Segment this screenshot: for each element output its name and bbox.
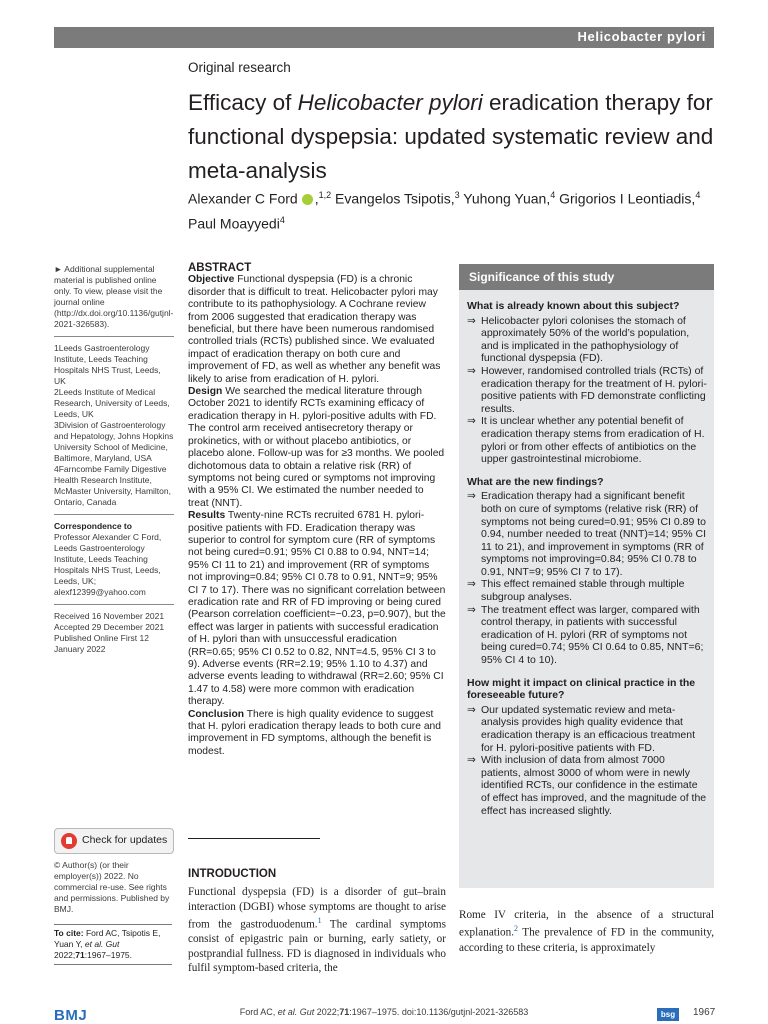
intro-text: The cardinal symptoms consist of epigastric pain or burning, early satiety, or postprandial fullness. FD is diagnosed in individuals who fulfil symptom-based criteria, the <box>188 918 446 975</box>
bsg-logo: bsg <box>657 1008 679 1021</box>
section-text: Twenty-nine RCTs recruited 6781 H. pylori-positive patients with FD. Eradication therapy was superior to control for symptom cure (RR of symptoms not being cured=0.91; 95% CI 0.88 to 0.94, NNT=14; 95% CI 11 to 21) and improvement (RR of symptoms not improving=0.84; 95% CI 0.78 to 0.91, NNT=9; 95% CI 7 to 17). There was no significant correlation between eradication rate and RR of FD improving or being cured (Pearson correlation coefficient=−0.23, p=0.907), but the effect was larger in patients with successful eradication of H. pylori than with unsuccessful eradication (RR=0.65; 95% CI 0.52 to 0.82, NNT=4.5, 95% CI 3 to 9). Adverse events (RR=2.19; 95% 1.10 to 4.37) and adverse events leading to withdrawal (RR=2.60; 95% CI 1.47 to 4.58) were more common with eradication therapy. <box>188 510 446 708</box>
arrow-icon: ⇒ <box>467 314 476 327</box>
author-list: Alexander C Ford ,$^{1,2}$ Evangelos Tsipotis,$^3$ Yuhong Yuan,$^4$ Grigorios I Leontiadis,$^4$ Paul Moayyedi$^4$ <box>188 190 701 232</box>
author-affiliation: 4 <box>550 190 556 200</box>
crossmark-icon <box>61 833 77 849</box>
affiliation-item: 2Leeds Institute of Medical Research, University of Leeds, Leeds, UK <box>54 387 170 419</box>
abstract <box>188 262 446 758</box>
footer-volume: 71 <box>339 1007 350 1017</box>
footer-text: 2022; <box>314 1007 340 1017</box>
abstract-design <box>188 386 446 510</box>
journal-section-bar <box>54 27 714 48</box>
arrow-icon: ⇒ <box>467 415 476 428</box>
significance-item: ⇒ With inclusion of data from almost 7000 patients, almost 3000 of whom were in newly identified RCTs, our confidence in the estimate of effect has improved, and the magnitude of the effect has increased slightly. <box>467 754 707 817</box>
journal-section-label: Helicobacter pylori <box>577 29 706 44</box>
article-type: Original research <box>188 60 291 75</box>
author-name[interactable]: Alexander C Ford <box>188 190 298 207</box>
author-name[interactable]: Grigorios I Leontiadis <box>559 190 692 207</box>
arrow-icon: ⇒ <box>467 603 476 616</box>
section-text: Functional dyspepsia (FD) is a chronic disorder that is difficult to treat. Helicobacter pylori may contribute to its pathophysiology. A Cochrane review from 2006 suggested that eradication therapy was beneficial, but there have been numerous randomised controlled trials (RCTs) published since. We evaluated impact of eradication therapy on both cure and improvement of FD, as well as whether any benefit was likely to arise from eradication of H. pylori. <box>188 274 441 385</box>
abstract-heading: ABSTRACT <box>188 262 252 274</box>
section-head: Design <box>188 386 223 398</box>
divider <box>54 514 174 515</box>
section-head: Objective <box>188 274 235 286</box>
author-affiliation: 4 <box>695 190 701 200</box>
significance-item: ⇒ The treatment effect was larger, compared with control therapy, in patients with successful eradication of H. pylori (RR of symptoms not being cured=0.74; 95% CI 0.64 to 0.85, NNT=6; 95% CI 4 to 10). <box>467 603 704 667</box>
page-number: 1967 <box>693 1007 716 1018</box>
correspondence-text[interactable]: Professor Alexander C Ford, Leeds Gastroenterology Institute, Leeds Teaching Hospitals NHS Trust, Leeds, Leeds, UK; alexf12399@yahoo.com <box>54 532 162 597</box>
significance-item: ⇒ Our updated systematic review and meta-analysis provides high quality evidence that eradication therapy is an efficacious treatment for H. pylori-positive patients with FD. <box>467 703 696 754</box>
significance-title: Significance of this study <box>469 270 615 284</box>
sidebar <box>54 264 174 655</box>
author-affiliation: 1,2 <box>318 190 332 200</box>
copyright-block <box>54 860 174 915</box>
divider <box>54 604 174 605</box>
body-text-right <box>459 908 714 955</box>
cite-box <box>54 924 172 965</box>
abstract-end-rule <box>188 838 320 839</box>
supplemental-note[interactable]: ► Additional supplemental material is published online only. To view, please visit the journal online (http://dx.doi.org/10.1136/gutjnl-2021-326583). <box>54 264 174 329</box>
abstract-objective <box>188 274 446 386</box>
intro-text: Functional dyspepsia (FD) is a disorder of gut–brain interaction (DGBI) whose symptoms are thought to arise from the gastroduodenum. <box>188 886 446 931</box>
affiliation-item: 3Division of Gastroenterology and Hepatology, Johns Hopkins University School of Medicine, Baltimore, Maryland, USA <box>54 420 174 463</box>
reference-link[interactable]: 1 <box>317 916 322 926</box>
introduction-heading: INTRODUCTION <box>188 868 277 880</box>
significance-question: What is already known about this subject? <box>467 300 680 312</box>
significance-item: ⇒ It is unclear whether any potential benefit of eradication therapy stems from eradication of H. pylori or from other effects of antibiotics on the upper gastrointestinal microbiome. <box>467 415 705 466</box>
introduction <box>188 867 446 976</box>
arrow-icon: ⇒ <box>467 578 476 591</box>
date-published: Published Online First 12 January 2022 <box>54 633 149 654</box>
significance-item: ⇒ Helicobacter pylori colonises the stomach of approximately 50% of the world’s population, and is implicated in the pathophysiology of functional dyspepsia (FD). <box>467 314 690 365</box>
significance-body <box>467 300 707 827</box>
affiliation-item: 1Leeds Gastroenterology Institute, Leeds Teaching Hospitals NHS Trust, Leeds, UK <box>54 343 161 386</box>
significance-header <box>459 264 714 290</box>
section-text: We searched the medical literature through October 2021 to identify RCTs examining efficacy of eradication therapy in H. pylori-positive adults with FD. The control arm received antisecretory therapy or prokinetics, with or without placebo antibiotics, or placebo alone. Follow-up was for ≥3 months. We pooled dichotomous data to obtain a relative risk (RR) of symptoms not being cured or symptoms not improving with a 95% CI. We estimated the number needed to treat (NNT). <box>188 386 445 509</box>
cite-text: Ford AC, Tsipotis E, Yuan Y, <box>54 928 161 949</box>
arrow-icon: ⇒ <box>467 364 476 377</box>
article-title <box>188 86 728 188</box>
cite-label: To cite: <box>54 928 84 938</box>
footer-text: Ford AC, <box>239 1007 278 1017</box>
title-part-2: eradication therapy for functional dyspepsia: updated systematic review and meta-analysis <box>188 90 714 183</box>
section-text: There is high quality evidence to suggest that H. pylori eradication therapy leads to both cure and improvement in FD symptoms, although the benefit is modest. <box>188 708 441 757</box>
significance-item: ⇒ However, randomised controlled trials (RCTs) of eradication therapy for the treatment of H. pylori-positive patients with FD demonstrate conflicting results. <box>467 364 707 415</box>
footer-etal: et al. Gut <box>277 1007 315 1017</box>
author-name[interactable]: Evangelos Tsipotis <box>335 190 451 207</box>
author-affiliation: 4 <box>279 214 285 225</box>
check-for-updates-button[interactable] <box>54 828 174 854</box>
significance-question: What are the new findings? <box>467 475 604 488</box>
orcid-icon[interactable] <box>302 194 313 205</box>
date-received: Received 16 November 2021 <box>54 611 165 621</box>
title-part-1: Efficacy of <box>188 90 298 115</box>
affiliation-item: 4Farncombe Family Digestive Health Research Institute, McMaster University, Hamilton, Ontario, Canada <box>54 464 171 507</box>
abstract-conclusion <box>188 709 446 759</box>
significance-question: How might it impact on clinical practice in the foreseeable future? <box>467 676 696 702</box>
significance-box <box>459 264 714 888</box>
arrow-icon: ⇒ <box>467 754 476 767</box>
reference-link[interactable]: 2 <box>514 924 518 934</box>
body-text: The prevalence of FD in the community, according to these criteria, is approximately <box>459 927 714 954</box>
arrow-icon: ⇒ <box>467 490 476 503</box>
significance-item: ⇒ Eradication therapy had a significant benefit both on cure of symptoms (relative risk (RR) of symptoms not being cured=0.91; 95% CI 0.89 to 0.94, number needed to treat (NNT)=14; 95% CI 11 to 21), and improvement in symptoms (RR of symptoms not improving=0.84; 95% CI 0.78 to 0.91, NNT=9; 95% CI 7 to 17). <box>467 490 707 578</box>
significance-item: ⇒ This effect remained stable through multiple subgroup analyses. <box>467 578 685 604</box>
section-head: Results <box>188 510 226 522</box>
copyright-text: © Author(s) (or their employer(s)) 2022. No commercial re-use. See rights and permissions. Published by BMJ. <box>54 860 170 914</box>
title-italic: Helicobacter pylori <box>297 90 483 115</box>
body-text: Rome IV criteria, in the absence of a structural explanation. <box>459 909 714 940</box>
abstract-results <box>188 510 446 709</box>
correspondence-label: Correspondence to <box>54 521 132 531</box>
cite-pages: :1967–1975. <box>84 950 133 960</box>
section-head: Conclusion <box>188 708 245 720</box>
cite-year: 2022; <box>54 950 76 960</box>
footer-doi[interactable]: :1967–1975. doi:10.1136/gutjnl-2021-326583 <box>349 1007 529 1017</box>
footer-citation <box>0 1007 768 1017</box>
cite-volume: 71 <box>75 950 85 960</box>
bmj-logo: BMJ <box>54 1007 88 1024</box>
cite-etal: et al. Gut <box>84 939 120 949</box>
check-updates-label: Check for updates <box>82 834 168 846</box>
author-name[interactable]: Paul Moayyedi <box>188 215 280 232</box>
date-accepted: Accepted 29 December 2021 <box>54 622 165 632</box>
divider <box>54 336 174 337</box>
arrow-icon: ⇒ <box>467 703 476 716</box>
author-affiliation: 3 <box>454 190 460 200</box>
author-name[interactable]: Yuhong Yuan <box>463 190 547 207</box>
